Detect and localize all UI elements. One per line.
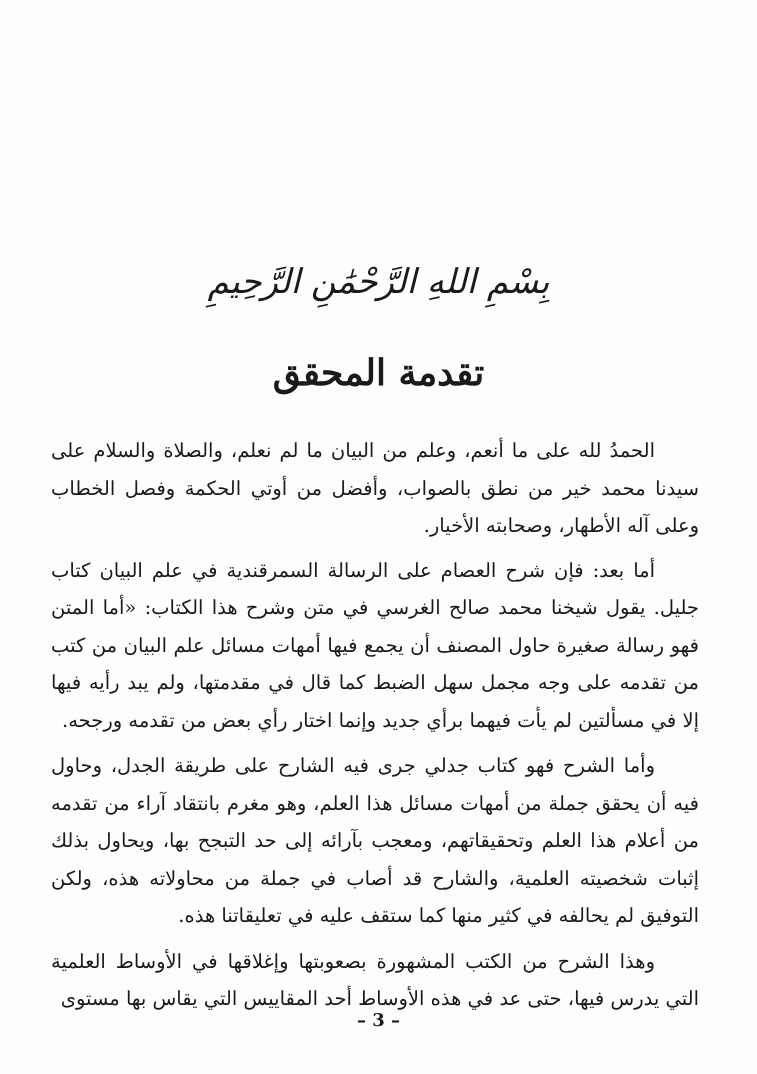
page-number: – 3 – [356, 1010, 401, 1031]
paragraph-commentary: وأما الشرح فهو كتاب جدلي جرى فيه الشارح على طريقة الجدل، وحاول فيه أن يحقق جملة من أمهات مسائل هذا العلم، وهو مغرم بانتقاد آراء من تقدمه من أعلام هذا العلم وتحقيقاتهم، ومعجب بآرائه إلى حد التبجح بها، ويحاول بذلك إثبات شخصيته العلمية، والشارح قد أصاب في جملة من محاولاته هذه، ولكن التوفيق لم يحالفه في كثير منها كما ستقف عليه في تعليقاتنا هذه. [51, 754, 699, 927]
paragraph-amma-bad: أما بعد: فإن شرح العصام على الرسالة السمرقندية في علم البيان كتاب جليل. يقول شيخنا محمد صالح الغرسي في متن وشرح هذا الكتاب: «أما المتن فهو رسالة صغيرة حاول المصنف أن يجمع فيها أمهات مسائل علم البيان من كتب من تقدمه على وجه مجمل سهل الضبط كما قال في مقدمتها، ولم يبد رأيه فيها إلا في مسألتين لم يأت فيهما برأي جديد وإنما اختار رأي بعض من تقدمه ورجحه. [51, 558, 699, 732]
page-title: تقدمة المحقق [272, 352, 485, 394]
body-text [51, 432, 699, 1026]
paragraph-opening: الحمدُ لله على ما أنعم، وعلم من البيان ما لم نعلم، والصلاة والسلام على سيدنا محمد خير من نطق بالصواب، وأفضل من أوتي الحكمة وفصل الخطاب وعلى آله الأطهار، وصحابته الأخيار. [51, 439, 699, 537]
paragraph-difficulty: وهذا الشرح من الكتب المشهورة بصعوبتها وإغلاقها في الأوساط العلمية التي يدرس فيها، حتى عد في هذه الأوساط أحد المقاييس التي يقاس بها مستوى [51, 949, 699, 1010]
basmala-heading: بِسْمِ اللهِ الرَّحْمَٰنِ الرَّحِيمِ [207, 262, 550, 302]
